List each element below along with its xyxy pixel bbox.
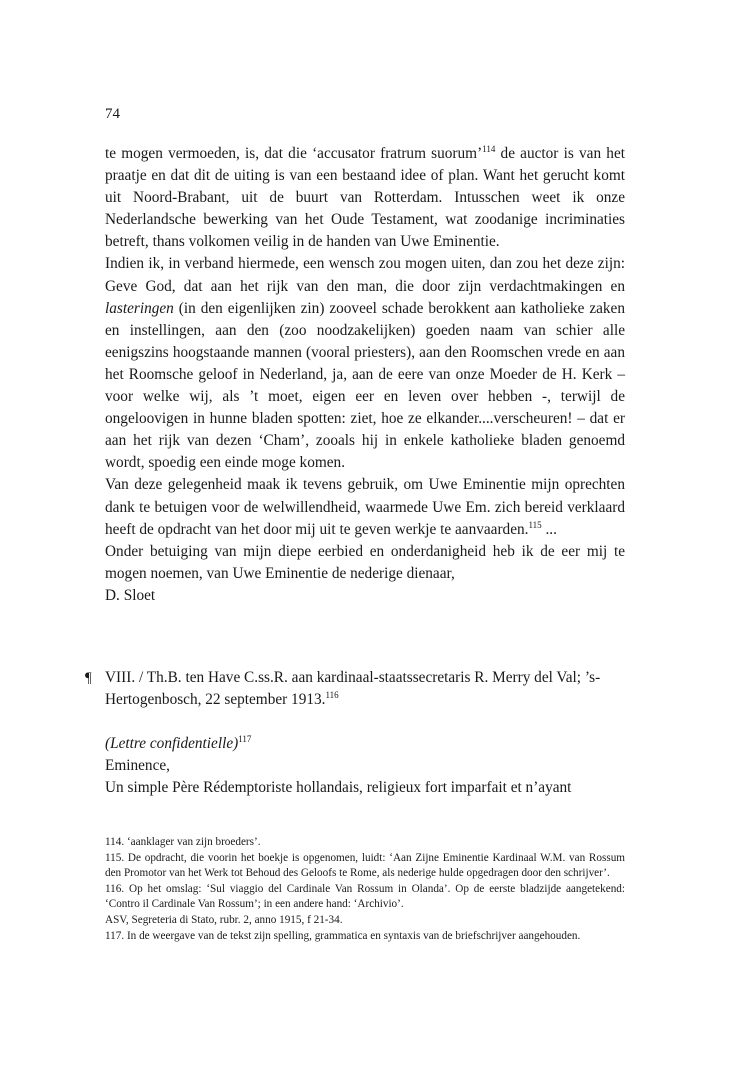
footnote-117: 117. In de weergave van de tekst zijn spelling, grammatica en syntaxis van de briefschrijver aangehouden. — [105, 929, 581, 942]
footnote-ref-114[interactable]: 114 — [482, 144, 496, 154]
pilcrow-icon: ¶ — [85, 670, 92, 686]
footnote-116-source: ASV, Segreteria di Stato, rubr. 2, anno 1915, f 21-34. — [105, 913, 343, 926]
letter-label: (Lettre confidentielle) — [105, 735, 239, 752]
paragraph-1 — [105, 143, 625, 253]
footnote-115: 115. De opdracht, die voorin het boekje is opgenomen, luidt: ‘Aan Zijne Eminentie Kardinaal W.M. van Rossum den Promotor van het Werk tot Behoud des Geloofs te Rome, als nederige hulde opgedragen door den schrijver’. — [105, 851, 625, 880]
footnote-116: 116. Op het omslag: ‘Sul viaggio del Cardinale Van Rossum in Olanda’. Op de eerste bladzijde aangetekend: ‘Contro il Cardinale Van Rossum’; in een andere hand: ‘Archivio’. — [105, 882, 625, 911]
footnote-ref-116[interactable]: 116 — [325, 690, 339, 701]
paragraph-1-text-a: te mogen vermoeden, is, dat die ‘accusator fratrum suorum’ — [105, 145, 483, 162]
footnotes — [105, 835, 625, 944]
section-heading — [85, 667, 625, 711]
paragraph-4: Onder betuiging van mijn diepe eerbied en onderdanigheid heb ik de eer mij te mogen noemen, van Uwe Eminentie de nederige dienaar, — [105, 542, 625, 582]
paragraph-3 — [105, 474, 625, 540]
letter-opening-text: Un simple Père Rédemptoriste hollandais, religieux fort imparfait et n’ayant — [105, 779, 572, 797]
paragraph-3-text-a: Van deze gelegenheid maak ik tevens gebruik, om Uwe Eminentie mijn oprechten dank te betuigen voor de welwillendheid, waarmede Uwe Em. zich bereid verklaard heeft de opdracht van het door mij uit te geven werkje te aanvaarden. — [105, 476, 625, 538]
paragraph-2-text-a: Indien ik, in verband hiermede, een wensch zou mogen uiten, dan zou het deze zijn: Geve God, dat aan het rijk van den man, die door zijn verdachtmakingen en — [105, 255, 625, 295]
signature: D. Sloet — [105, 586, 156, 604]
paragraph-2-italic: lasteringen — [105, 299, 174, 317]
section-heading-text: VIII. / Th.B. ten Have C.ss.R. aan kardinaal-staatssecretaris R. Merry del Val; ’s-Hertogenbosch, 22 september 1913. — [105, 669, 601, 709]
footnote-ref-115[interactable]: 115 — [528, 519, 542, 530]
paragraph-2 — [105, 253, 625, 474]
letter-body — [105, 143, 625, 607]
letter-label-line — [105, 733, 625, 755]
page-number: 74 — [105, 106, 120, 122]
letter-opening — [105, 733, 625, 799]
paragraph-3-text-b: ... — [541, 520, 557, 538]
paragraph-2-text-b: (in den eigenlijken zin) zooveel schade berokkent aan katholieke zaken en instellingen, aan den (zoo noodzakelijken) goeden naam van schier alle eenigszins hoogstaande mannen (vooral priesters), aan den Roomschen vrede en aan het Roomsche geloof in Nederland, ja, aan de eere van onze Moeder de H. Kerk – voor welke wij, als ’t moet, eigen eer en leven over hebben -, terwijl de ongeloovigen in hunne bladen spotten: ziet, hoe ze elkander....verscheuren! – dat er aan het rijk van dezen ‘Cham’, zooals hij in enkele katholieke bladen genoemd wordt, spoedig een einde moge komen. — [105, 299, 625, 472]
paragraph-1-text-b: de auctor is van het praatje en dat dit de uiting is van een bestaand idee of plan. Want het gerucht komt uit Noord-Brabant, uit de buurt van Rotterdam. Intusschen weet ik onze Nederlandsche bewerking van het Oude Testament, wat zoodanige incriminaties betreft, thans volkomen veilig in de handen van Uwe Eminentie. — [105, 145, 625, 251]
salutation: Eminence, — [105, 757, 170, 775]
footnote-114: 114. ‘aanklager van zijn broeders’. — [105, 836, 261, 848]
footnote-ref-117[interactable]: 117 — [238, 734, 252, 744]
